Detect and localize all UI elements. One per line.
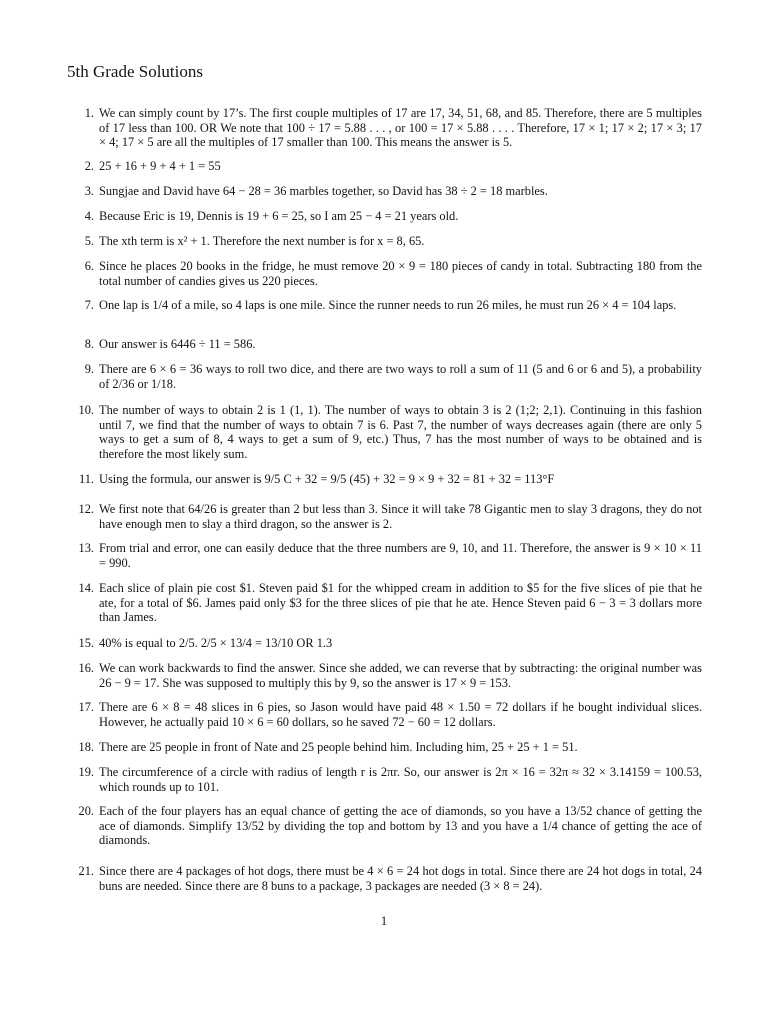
item-number: 2.: [84, 159, 94, 173]
item-number: 9.: [84, 362, 94, 376]
item-text: There are 6 × 6 = 36 ways to roll two dice, and there are two ways to roll a sum of 11 (5 and 6 or 6 and 5), a probability of 2/36 or 1/18.: [99, 362, 702, 391]
item-text: Since he places 20 books in the fridge, he must remove 20 × 9 = 180 pieces of candy in total. Subtracting 180 from the total number of candies gives us 220 pieces.: [99, 259, 702, 288]
item-text: The xth term is x² + 1. Therefore the next number is for x = 8, 65.: [99, 234, 425, 248]
item-number: 6.: [84, 259, 94, 273]
item-number: 4.: [84, 209, 94, 223]
item-number: 14.: [78, 581, 94, 595]
item-number: 3.: [84, 184, 94, 198]
page-number: 1: [380, 914, 388, 928]
item-number: 10.: [78, 403, 94, 417]
item-number: 15.: [78, 636, 94, 650]
item-text: Because Eric is 19, Dennis is 19 + 6 = 25, so I am 25 − 4 = 21 years old.: [99, 209, 459, 223]
item-number: 1.: [84, 106, 94, 120]
item-text: Using the formula, our answer is 9/5 C + 32 = 9/5 (45) + 32 = 9 × 9 + 32 = 81 + 32 = 113°F: [99, 472, 555, 486]
item-text: The number of ways to obtain 2 is 1 (1, 1). The number of ways to obtain 3 is 2 (1;2; 2,1). Continuing in this fashion until 7, we find that the number of ways to obtain 7 is 6. Past 7, the number of ways decreases again (there are only 5 ways to get a sum of 8, 4 ways to get a sum of 9, etc.) Thus, 7 has the most number of ways to be obtained and is therefore the most likely sum.: [99, 403, 702, 461]
item-text: One lap is 1/4 of a mile, so 4 laps is one mile. Since the runner needs to run 26 miles, he must run 26 × 4 = 104 laps.: [99, 298, 677, 312]
item-number: 12.: [78, 502, 94, 516]
item-text: We first note that 64/26 is greater than 2 but less than 3. Since it will take 78 Gigantic men to slay 3 dragons, they do not have enough men to slay a third dragon, so the answer is 2.: [99, 502, 702, 531]
item-text: Sungjae and David have 64 − 28 = 36 marbles together, so David has 38 ÷ 2 = 18 marbles.: [99, 184, 548, 198]
item-number: 8.: [84, 337, 94, 351]
item-number: 17.: [78, 700, 94, 714]
item-text: We can simply count by 17’s. The first couple multiples of 17 are 17, 34, 51, 68, and 85. Therefore, there are 5 multiples of 17 less than 100. OR We note that 100 ÷ 17 = 5.88 . . . , or 100 = 17 × 5.88 . . . . Therefore, 17 × 1; 17 × 2; 17 × 3; 17 × 4; 17 × 5 are all the multiples of 17 smaller than 100. This means the answer is 5.: [99, 106, 702, 150]
item-number: 18.: [78, 740, 94, 754]
page-title: 5th Grade Solutions: [67, 62, 203, 81]
item-text: We can work backwards to find the answer. Since she added, we can reverse that by subtracting: the original number was 26 − 9 = 17. She was supposed to multiply this by 9, so the answer is 17 × 9 = 153.: [99, 661, 702, 690]
item-text: The circumference of a circle with radius of length r is 2πr. So, our answer is 2π × 16 = 32π ≈ 32 × 3.14159 = 100.53, which rounds up to 101.: [99, 765, 702, 794]
item-number: 19.: [78, 765, 94, 779]
item-number: 13.: [78, 541, 94, 555]
item-text: 40% is equal to 2/5. 2/5 × 13/4 = 13/10 OR 1.3: [99, 636, 333, 650]
item-text: From trial and error, one can easily deduce that the three numbers are 9, 10, and 11. Therefore, the answer is 9 × 10 × 11 = 990.: [99, 541, 702, 570]
item-number: 20.: [78, 804, 94, 818]
item-text: Each of the four players has an equal chance of getting the ace of diamonds, so you have a 13/52 chance of getting the ace of diamonds. Simplify 13/52 by dividing the top and bottom by 13 and you have a 1/4 chance of getting the ace of diamonds.: [99, 804, 702, 848]
item-text: Our answer is 6446 ÷ 11 = 586.: [99, 337, 256, 351]
item-text: Each slice of plain pie cost $1. Steven paid $1 for the whipped cream in addition to $5 for the five slices of pie that he ate, for a total of $6. James paid only $3 for the three slices of pie that he ate. Hence Steven paid 6 − 3 = 3 dollars more than James.: [99, 581, 702, 625]
item-text: There are 25 people in front of Nate and 25 people behind him. Including him, 25 + 25 + 1 = 51.: [99, 740, 578, 754]
item-text: 25 + 16 + 9 + 4 + 1 = 55: [99, 159, 221, 173]
item-number: 21.: [78, 864, 94, 878]
item-text: Since there are 4 packages of hot dogs, there must be 4 × 6 = 24 hot dogs in total. Since there are 24 hot dogs in total, 24 buns are needed. Since there are 8 buns to a package, 3 packages are needed (3 × 8 = 24).: [99, 864, 702, 893]
item-number: 11.: [78, 472, 94, 486]
item-number: 16.: [78, 661, 94, 675]
item-text: There are 6 × 8 = 48 slices in 6 pies, so Jason would have paid 48 × 1.50 = 72 dollars if he bought individual slices. However, he actually paid 10 × 6 = 60 dollars, so he saved 72 − 60 = 12 dollars.: [99, 700, 702, 729]
item-number: 7.: [84, 298, 94, 312]
item-number: 5.: [84, 234, 94, 248]
